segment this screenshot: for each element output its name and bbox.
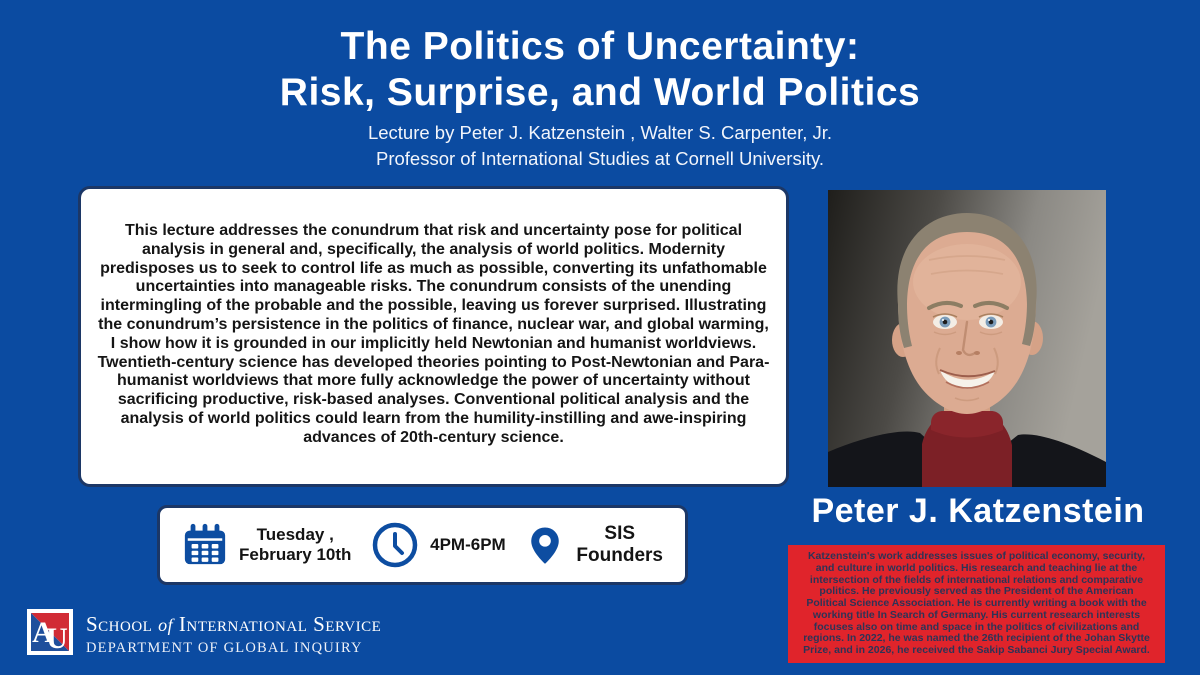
date-group — [182, 522, 351, 568]
calendar-icon — [182, 522, 228, 568]
bio-box — [788, 545, 1165, 663]
speaker-photo — [828, 190, 1106, 487]
event-time: 4PM-6PM — [430, 535, 506, 554]
bio-text: Katzenstein's work addresses issues of political economy, security, and culture in world politics. His research and teaching lie at the intersection of the fields of international relations and comparative politics. He previously served as the President of the American Political Science Association. He is currently writing a book with the working title In Search of Germany. His current research interests focuses also on time and space in the politics of civilizations and regions. In 2022, he was named the 26th recipient of the Johan Skytte Prize, and in 2026, he received the Sakip Sabanci Jury Special Award. — [803, 550, 1150, 656]
lecture-subtitle — [0, 120, 1200, 172]
department-name: DEPARTMENT OF GLOBAL INQUIRY — [86, 640, 363, 656]
school-name-of: of — [158, 615, 174, 635]
speaker-name: Peter J. Katzenstein — [811, 492, 1145, 530]
location-group — [525, 521, 663, 569]
school-name — [86, 612, 381, 637]
logo-letter-a: A — [32, 616, 54, 649]
footer-school-block — [86, 612, 381, 657]
time-group — [371, 521, 506, 569]
subtitle-line-1: Lecture by Peter J. Katzenstein , Walter S. Carpenter, Jr. — [367, 122, 833, 143]
event-date-line-1: Tuesday , — [256, 525, 334, 544]
event-location-line-2: Founders — [576, 545, 663, 566]
subtitle-line-2: Professor of International Studies at Cornell University. — [376, 148, 824, 169]
event-location-line-1: SIS — [604, 523, 636, 544]
event-date — [239, 525, 351, 565]
event-location — [576, 523, 663, 567]
portrait-illustration — [828, 190, 1106, 487]
abstract-text: This lecture addresses the conundrum that risk and uncertainty pose for political analysis in general and, specifically, the analysis of world politics. Modernity predisposes us to seek to control life as much as possible, converting its unfathomable uncertainties into manageable risks. The conundrum consists of the unending intermingling of the probable and the possible, leaving us forever surprised. Illustrating the conundrum’s persistence in the politics of finance, nuclear war, and global warming, I show how it is grounded in our implicitly held Newtonian and humanist worldviews. Twentieth-century science has developed theories pointing to Post-Newtonian and Para-humanist worldviews that more fully acknowledge the power of uncertainty without sacrificing productive, risk-based analyses. Conventional political analysis and the analysis of world politics could learn from the humility-instilling and awe-inspiring advances of 20th-century science. — [97, 222, 770, 446]
page-title — [0, 24, 1200, 116]
school-name-part2: International Service — [173, 612, 382, 636]
title-line-1: The Politics of Uncertainty: — [340, 25, 860, 68]
location-pin-icon — [525, 521, 565, 569]
logo-letter-u: U — [46, 622, 68, 655]
event-date-line-2: February 10th — [239, 545, 352, 564]
clock-icon — [371, 521, 419, 569]
event-details-bar — [157, 505, 688, 585]
american-university-logo — [27, 609, 73, 655]
abstract-box — [78, 186, 789, 487]
title-line-2: Risk, Surprise, and World Politics — [279, 71, 921, 114]
school-name-part1: School — [86, 612, 159, 636]
